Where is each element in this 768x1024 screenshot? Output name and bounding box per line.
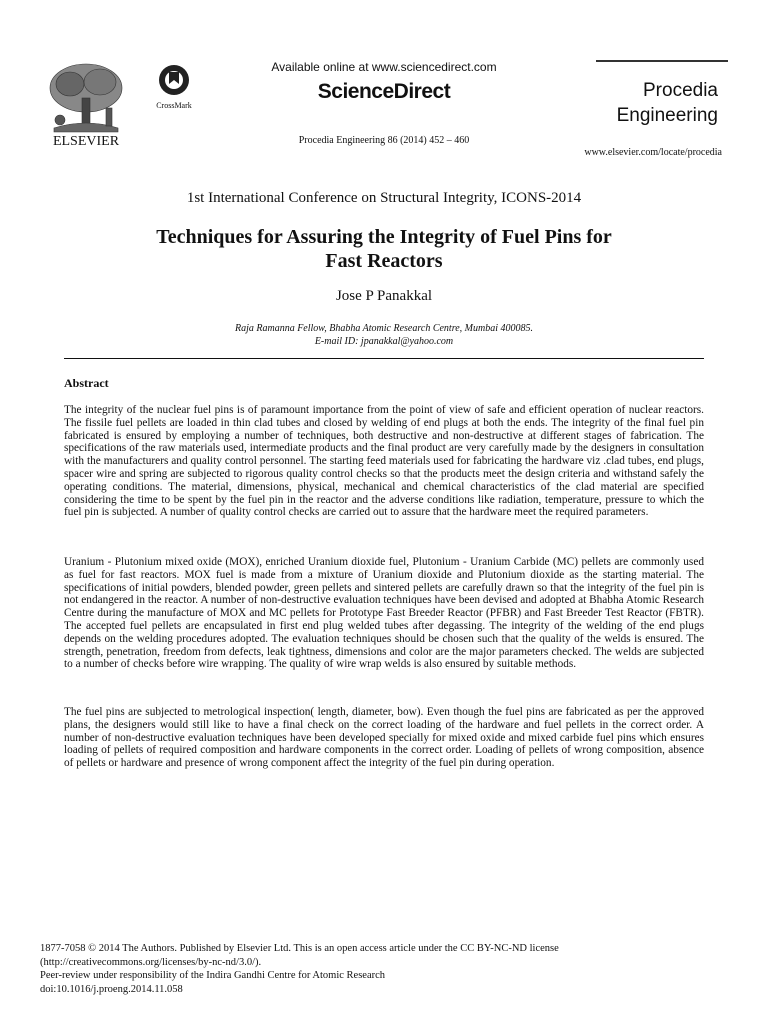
journal-url-link[interactable]: www.elsevier.com/locate/procedia <box>584 147 722 158</box>
journal-citation: Procedia Engineering 86 (2014) 452 – 460 <box>298 135 470 146</box>
paper-title-line1: Techniques for Assuring the Integrity of Fuel Pins for <box>156 226 612 248</box>
author-email[interactable]: E-mail ID: jpanakkal@yahoo.com <box>314 336 454 347</box>
paper-title-line2: Fast Reactors <box>325 250 443 272</box>
conference-name: 1st International Conference on Structural Integrity, ICONS-2014 <box>186 190 582 206</box>
paper-title <box>0 225 768 273</box>
author-name: Jose P Panakkal <box>335 288 433 304</box>
license-link[interactable]: (http://creativecommons.org/licenses/by-nc-nd/3.0/). <box>40 956 262 968</box>
elsevier-wordmark: ELSEVIER <box>52 134 120 148</box>
svg-text:CrossMark: CrossMark <box>156 101 192 110</box>
peer-review-line: Peer-review under responsibility of the Indira Gandhi Centre for Atomic Research <box>40 970 386 981</box>
abstract-paragraph-2: Uranium - Plutonium mixed oxide (MOX), enriched Uranium dioxide fuel, Plutonium - Uranium Carbide (MC) pellets are commonly used as fuel for fast reactors. MOX fuel is made from a mixture of Uranium dioxide and Plutonium dioxide as the starting material. The specifications of initial powders, blended powder, green pellets and sintered pellets are carefully drawn so that the integrity of the fuel pin is not endangered in the reactor. A number of non-destructive evaluation techniques have been devised and adopted at Bhabha Atomic Research Centre during the manufacture of MOX and MC pellets for Prototype Fast Breeder Reactor (PFBR) and Fast Breeder Test Reactor (FBTR). The accepted fuel pellets are encapsulated in first end plug welded tubes after degassing. The integrity of the welding of the end plugs depends on the welding procedures adopted. The evaluation techniques should be chosen such that the quality of the welds is ensured. The strength, penetration, freedom from defects, leak tightness, dimensions and color are the major parameters checked. The welds are subjected to a number of checks before wire wrapping. The quality of wire wrap welds is also ensured by suitable methods. <box>64 556 704 671</box>
footer <box>40 942 720 996</box>
affiliation <box>0 322 768 348</box>
journal-name-line2: Engineering <box>616 105 718 126</box>
abstract-heading: Abstract <box>64 376 109 390</box>
journal-name <box>596 78 718 128</box>
abstract-paragraph-1: The integrity of the nuclear fuel pins is of paramount importance from the point of view of safe and efficient operation of nuclear reactors. The fissile fuel pellets are loaded in thin clad tubes and closed by welding of end plugs at both the ends. The integrity of the final fuel pin fabricated is ensured by employing a number of techniques, both destructive and non-destructive at different stages of fabrication. The specifications of the raw materials used, intermediate products and the final product are very carefully made by the designers in consultation with the manufacturers and quality control personnel. The starting feed materials used for fabricating the hardware viz .clad tubes, end plugs, spacer wire and spring are subjected to rigorous quality control checks so that the products meet the design criteria and withstand safely the operating conditions. The material, dimensions, physical, mechanical and chemical characteristics of the clad material are specified considering the time to be spent by the fuel pin in the reactor and the adverse conditions like radiation, temperature, pressure to which the fuel pin is subjected. A number of quality control checks are carried out to assure that the hardware meet the required parameters. <box>64 404 704 519</box>
doi-link[interactable]: doi:10.1016/j.proeng.2014.11.058 <box>40 983 183 995</box>
abstract-paragraph-3: The fuel pins are subjected to metrological inspection( length, diameter, bow). Even though the fuel pins are fabricated as per the approved plans, the designers would still like to have a final check on the correct loading of the hardware and fuel pellets in the correct order. A number of non-destructive evaluation techniques have been developed specially for mixed oxide and mixed carbide fuel pins which ensures loading of pellets of required composition and hardware components in the correct order. Loading of pellets of wrong composition, absence of pellets or hardware and presence of wrong component affect the integrity of the fuel pin during operation. <box>64 706 704 770</box>
affiliation-line: Raja Ramanna Fellow, Bhabha Atomic Research Centre, Mumbai 400085. <box>234 323 533 334</box>
journal-name-line1: Procedia <box>643 80 718 101</box>
available-online-text: Available online at www.sciencedirect.com <box>271 60 497 74</box>
copyright-line: 1877-7058 © 2014 The Authors. Published by Elsevier Ltd. This is an open access article under the CC BY-NC-ND license <box>40 943 559 954</box>
section-divider <box>64 358 704 359</box>
sciencedirect-logo: ScienceDirect <box>317 80 451 103</box>
